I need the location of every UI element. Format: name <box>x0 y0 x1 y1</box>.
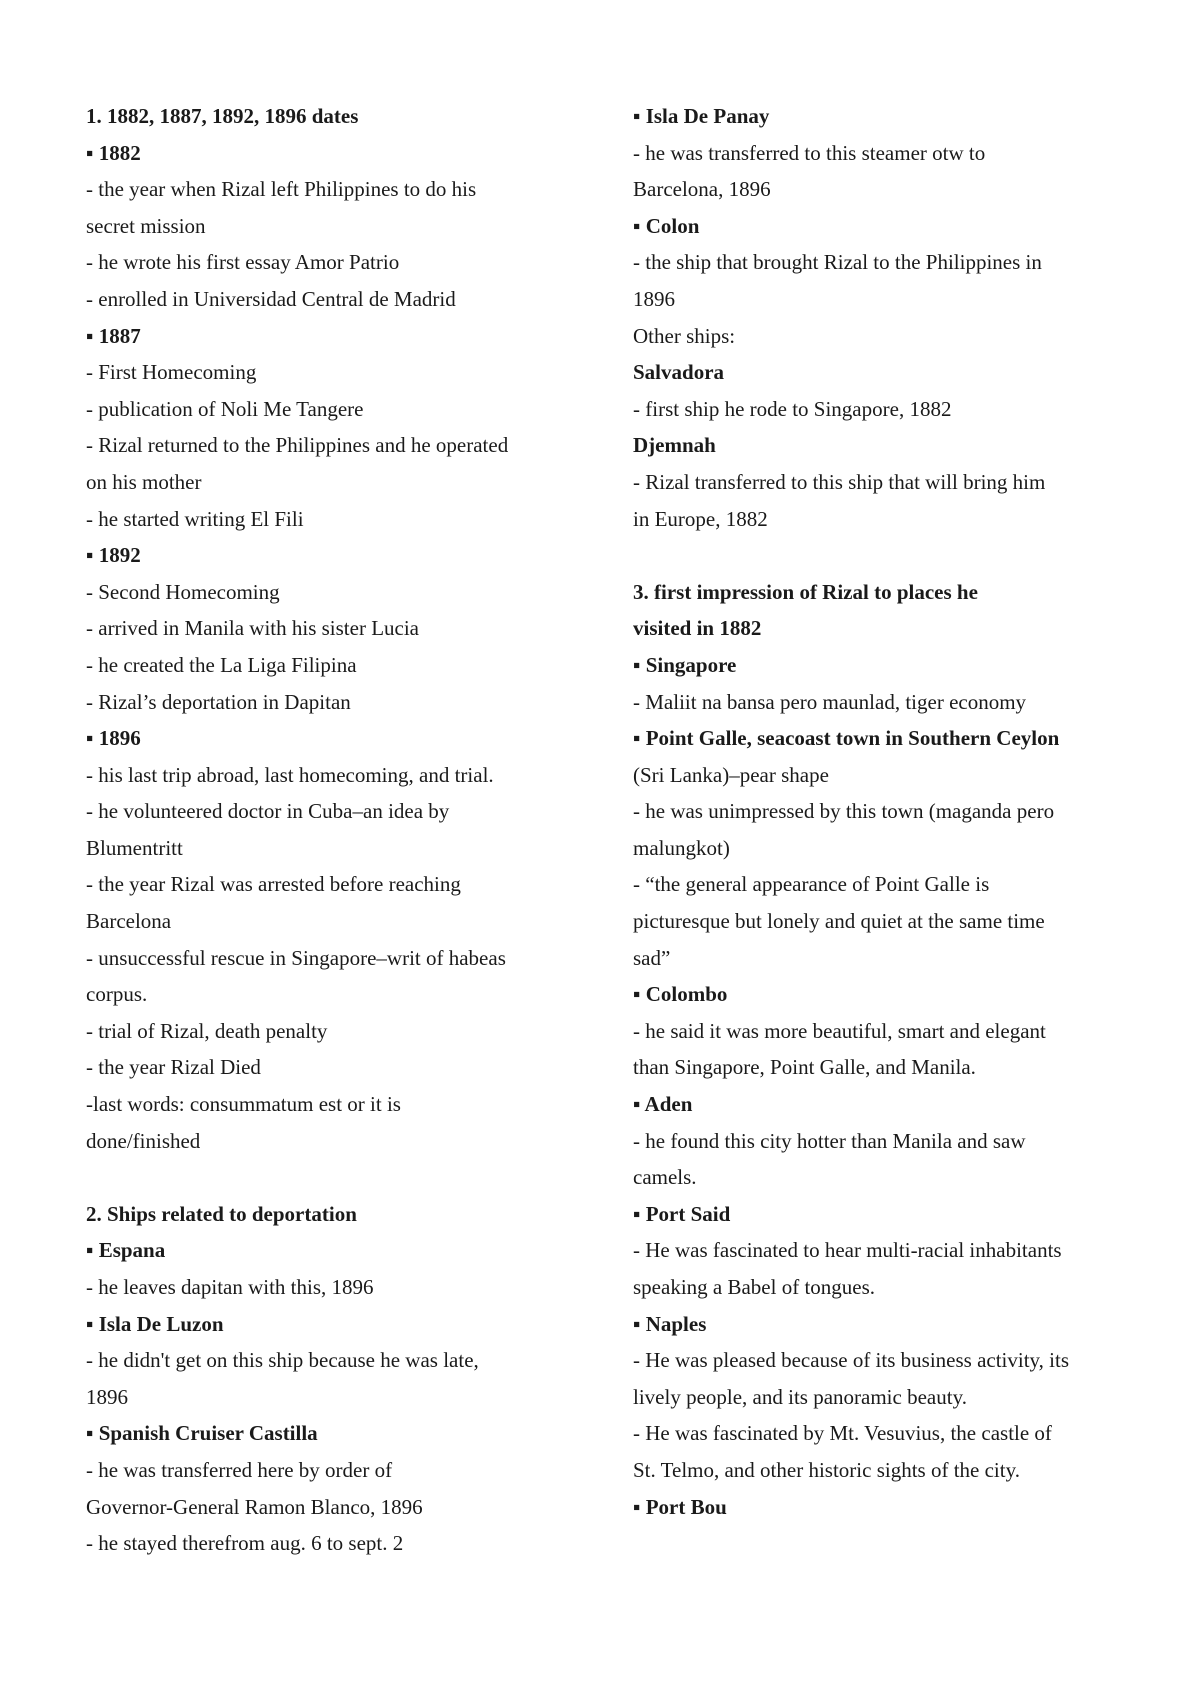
text-line: - unsuccessful rescue in Singapore–writ of habeas <box>86 945 506 970</box>
text-line: than Singapore, Point Galle, and Manila. <box>633 1055 976 1080</box>
text-line: - he didn't get on this ship because he was late, <box>86 1348 479 1373</box>
text-line: sad” <box>633 945 671 970</box>
heading-line: ▪ 1887 <box>86 323 141 348</box>
text-line: Governor-General Ramon Blanco, 1896 <box>86 1494 423 1519</box>
blank-line <box>86 1159 576 1196</box>
heading-line: 1. 1882, 1887, 1892, 1896 dates <box>86 104 359 128</box>
text-line: - he was unimpressed by this town (maganda pero <box>633 799 1055 824</box>
text-line: - the year when Rizal left Philippines to do his <box>86 177 477 202</box>
text-line: -last words: consummatum est or it is <box>86 1092 401 1117</box>
heading-line: ▪ Aden <box>633 1092 693 1117</box>
text-line: - he stayed therefrom aug. 6 to sept. 2 <box>86 1531 404 1556</box>
text-line: - he volunteered doctor in Cuba–an idea by <box>86 799 450 824</box>
heading-line: ▪ Port Bou <box>633 1494 727 1519</box>
text-line: - Rizal’s deportation in Dapitan <box>86 689 351 714</box>
text-line: secret mission <box>86 213 206 238</box>
text-line: - first ship he rode to Singapore, 1882 <box>633 396 952 421</box>
heading-line: ▪ Point Galle, seacoast town in Southern Ceylon <box>633 726 1060 751</box>
text-line: - publication of Noli Me Tangere <box>86 396 364 421</box>
text-line: picturesque but lonely and quiet at the same time <box>633 909 1045 934</box>
heading-line: ▪ Colombo <box>633 982 728 1007</box>
text-line: - First Homecoming <box>86 360 257 385</box>
text-line: - he wrote his first essay Amor Patrio <box>86 250 400 275</box>
heading-line: ▪ Spanish Cruiser Castilla <box>86 1421 318 1446</box>
text-line: St. Telmo, and other historic sights of the city. <box>633 1457 1020 1482</box>
text-line: - he leaves dapitan with this, 1896 <box>86 1275 374 1299</box>
heading-line: Salvadora <box>633 360 725 385</box>
heading-line: ▪ Port Said <box>633 1201 731 1226</box>
blank-line <box>633 537 1123 574</box>
text-line: malungkot) <box>633 835 730 860</box>
text-line: done/finished <box>86 1128 201 1153</box>
text-line: in Europe, 1882 <box>633 506 768 531</box>
text-line: - he was transferred here by order of <box>86 1457 393 1482</box>
text-line: on his mother <box>86 469 202 494</box>
text-line: - Rizal transferred to this ship that will bring him <box>633 469 1046 494</box>
heading-line: 2. Ships related to deportation <box>86 1201 357 1226</box>
text-line: speaking a Babel of tongues. <box>633 1275 876 1299</box>
text-line: 1896 <box>633 286 675 311</box>
heading-line: ▪ 1882 <box>86 140 141 165</box>
text-line: - he found this city hotter than Manila and saw <box>633 1128 1026 1153</box>
text-line: 1896 <box>86 1384 128 1409</box>
text-line: Barcelona <box>86 909 172 934</box>
heading-line: ▪ Naples <box>633 1311 707 1336</box>
heading-line: ▪ Espana <box>86 1238 166 1263</box>
heading-line: ▪ Singapore <box>633 652 737 677</box>
left-column <box>86 98 576 1562</box>
text-line: - He was fascinated to hear multi-racial inhabitants <box>633 1238 1062 1263</box>
text-line: - trial of Rizal, death penalty <box>86 1018 328 1043</box>
text-line: - the year Rizal Died <box>86 1055 261 1080</box>
text-line: - the ship that brought Rizal to the Philippines in <box>633 250 1042 275</box>
heading-line: ▪ Colon <box>633 213 700 238</box>
text-line: corpus. <box>86 982 148 1007</box>
heading-line: ▪ 1892 <box>86 543 141 568</box>
text-line: (Sri Lanka)–pear shape <box>633 762 829 787</box>
text-line: - Rizal returned to the Philippines and he operated <box>86 433 509 458</box>
text-line: - enrolled in Universidad Central de Madrid <box>86 286 456 311</box>
text-line: - he said it was more beautiful, smart and elegant <box>633 1018 1046 1043</box>
heading-line: ▪ Isla De Luzon <box>86 1311 224 1336</box>
text-line: - arrived in Manila with his sister Lucia <box>86 616 419 641</box>
text-line: lively people, and its panoramic beauty. <box>633 1384 967 1409</box>
text-line: camels. <box>633 1165 697 1190</box>
text-line: - Second Homecoming <box>86 579 280 604</box>
heading-line: ▪ Isla De Panay <box>633 104 770 128</box>
text-line: - Maliit na bansa pero maunlad, tiger economy <box>633 689 1027 714</box>
text-line: - he started writing El Fili <box>86 506 304 531</box>
heading-line: 3. first impression of Rizal to places he <box>633 579 978 604</box>
text-line: - “the general appearance of Point Galle is <box>633 872 990 897</box>
text-line: Other ships: <box>633 323 736 348</box>
text-line: Barcelona, 1896 <box>633 177 771 202</box>
text-line: Blumentritt <box>86 835 183 860</box>
text-line: - the year Rizal was arrested before reaching <box>86 872 461 897</box>
text-line: - he created the La Liga Filipina <box>86 652 357 677</box>
heading-line: Djemnah <box>633 433 716 458</box>
heading-line: visited in 1882 <box>633 616 762 641</box>
text-line: - He was pleased because of its business activity, its <box>633 1348 1070 1373</box>
right-column <box>633 98 1123 1525</box>
text-line: - he was transferred to this steamer otw to <box>633 140 986 165</box>
heading-line: ▪ 1896 <box>86 726 141 751</box>
text-line: - his last trip abroad, last homecoming, and trial. <box>86 762 494 787</box>
text-line: - He was fascinated by Mt. Vesuvius, the castle of <box>633 1421 1052 1446</box>
